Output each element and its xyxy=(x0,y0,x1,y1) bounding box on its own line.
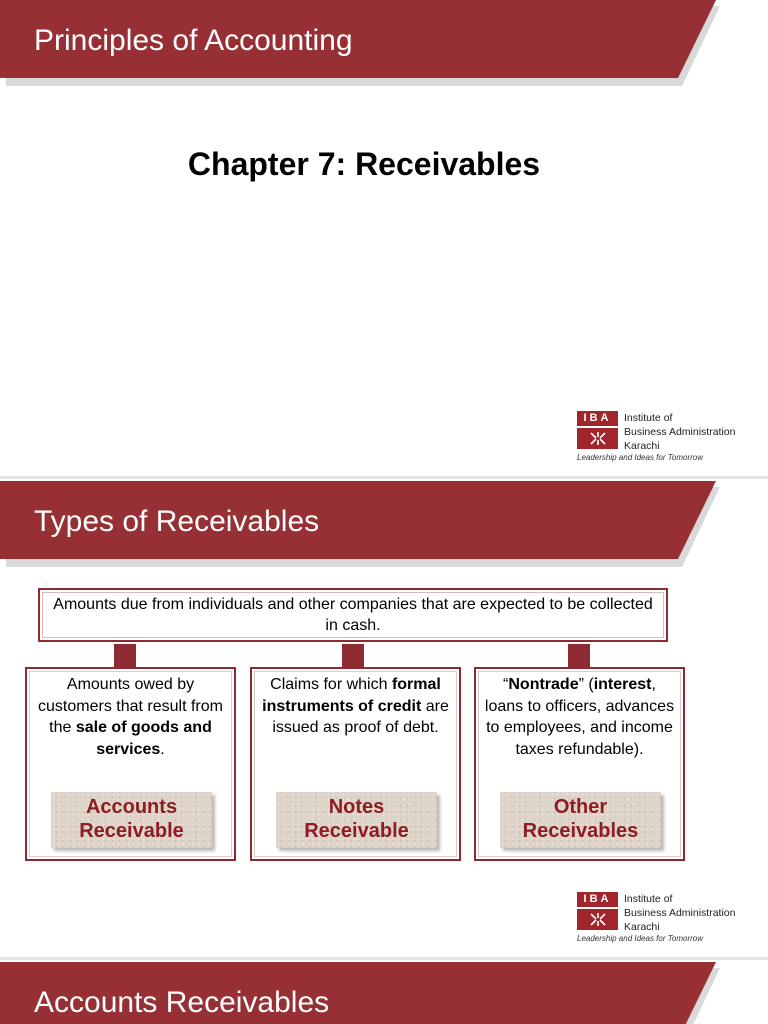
card-text-segment: ” ( xyxy=(578,676,594,693)
logo-institute-name xyxy=(624,892,735,934)
slide-separator xyxy=(0,476,768,479)
card-text-segment: “ xyxy=(503,676,509,693)
iba-logo xyxy=(577,892,757,948)
card-text-segment: Amounts owed by customers that result from the xyxy=(38,676,223,736)
receivables-definition-box xyxy=(38,588,668,642)
connector-other xyxy=(568,644,590,667)
other-receivables-card xyxy=(474,667,685,861)
logo-tagline: Leadership and Ideas for Tomorrow xyxy=(577,934,703,943)
logo-name-line3: Karachi xyxy=(624,440,660,452)
connector-notes xyxy=(342,644,364,667)
notes-receivable-label: Notes Receivable xyxy=(276,792,437,848)
card-text-segment: sale of goods and services xyxy=(75,719,212,758)
accounts-receivable-label: Accounts Receivable xyxy=(51,792,212,848)
slide-title: Types of Receivables xyxy=(34,505,320,538)
slide-3 xyxy=(0,962,768,1024)
logo-emblem-icon xyxy=(577,428,618,449)
logo-name-line1: Institute of xyxy=(624,412,673,424)
logo-name-line2: Business Administration xyxy=(624,426,736,438)
slide-1 xyxy=(0,0,768,476)
card-description xyxy=(33,674,228,760)
other-receivables-label: Other Receivables xyxy=(500,792,661,848)
logo-tagline: Leadership and Ideas for Tomorrow xyxy=(577,453,703,462)
card-description xyxy=(482,674,677,760)
notes-receivable-card xyxy=(250,667,461,861)
logo-name-line1: Institute of xyxy=(624,893,673,905)
logo-abbr: IBA xyxy=(577,411,618,426)
slide-separator xyxy=(0,957,768,960)
card-text-segment: Nontrade xyxy=(508,676,579,693)
receivables-definition: Amounts due from individuals and other companies that are expected to be collected in cash. xyxy=(53,596,653,634)
accounts-receivable-card xyxy=(25,667,236,861)
card-text-segment: . xyxy=(160,740,165,758)
card-text-segment: are issued as proof of debt. xyxy=(272,697,449,736)
connector-accounts xyxy=(114,644,136,667)
logo-emblem-icon xyxy=(577,909,618,930)
slide-title: Principles of Accounting xyxy=(34,24,353,57)
slide-title-banner xyxy=(0,481,768,567)
logo-name-line2: Business Administration xyxy=(624,907,736,919)
iba-logo xyxy=(577,411,757,467)
slide-title-banner xyxy=(0,0,768,86)
card-text-segment: , loans to officers, advances to employees, and income taxes refundable). xyxy=(484,676,675,758)
card-text-segment: Claims for which xyxy=(270,676,392,693)
logo-name-line3: Karachi xyxy=(624,921,660,933)
logo-abbr: IBA xyxy=(577,892,618,907)
card-text-segment: interest xyxy=(593,676,652,693)
card-text-segment: formal instruments of credit xyxy=(262,676,441,715)
chapter-heading: Chapter 7: Receivables xyxy=(187,146,541,182)
card-description xyxy=(258,674,453,739)
logo-institute-name xyxy=(624,411,735,453)
slide-title: Accounts Receivables xyxy=(34,986,330,1019)
slide-title-banner xyxy=(0,962,768,1024)
